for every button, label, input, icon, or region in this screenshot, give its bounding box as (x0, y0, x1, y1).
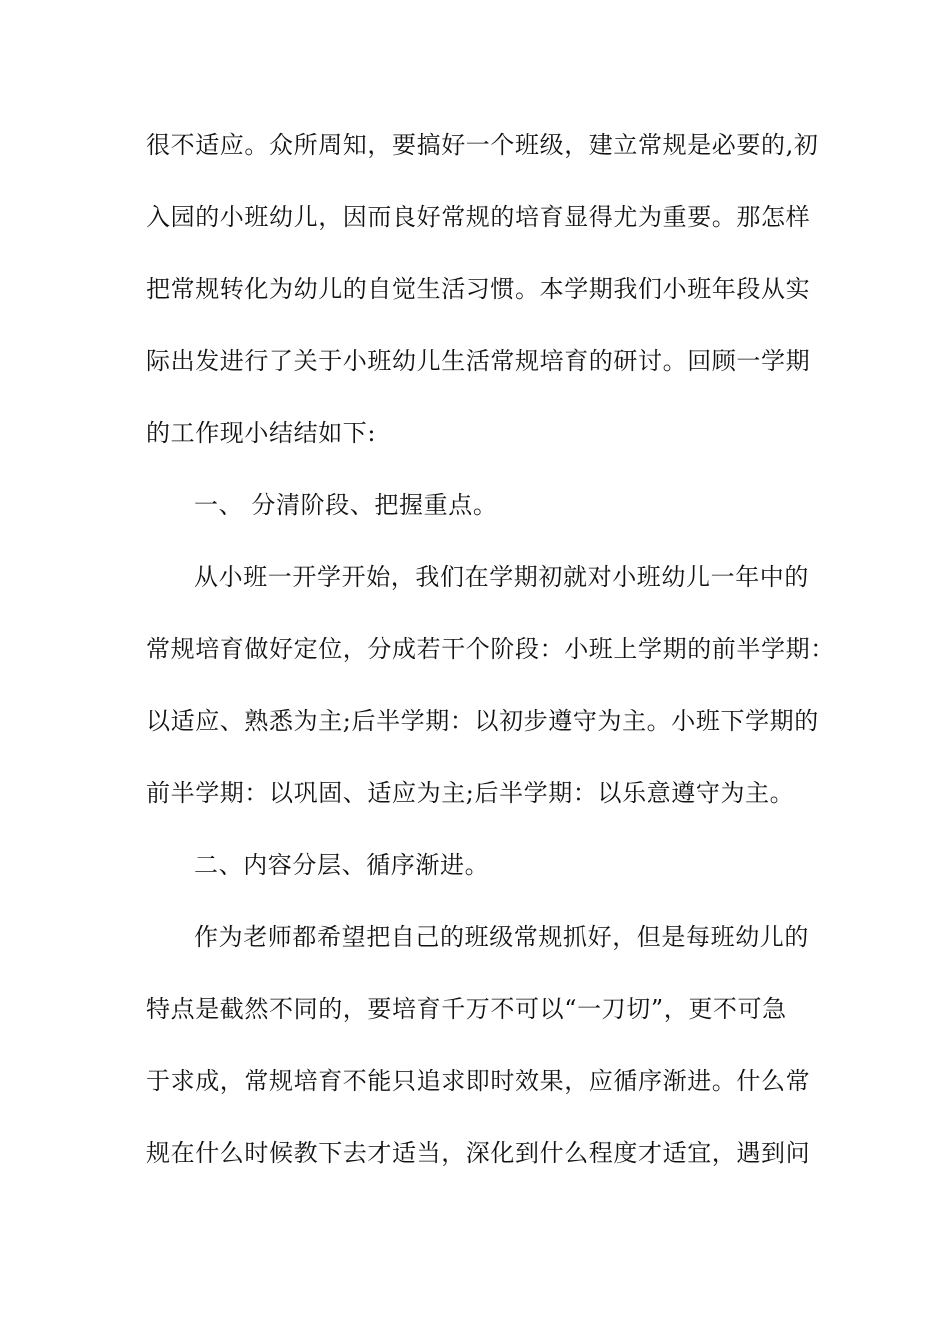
paragraph-line: 前半学期：以巩固、适应为主;后半学期：以乐意遵守为主。 (146, 779, 795, 807)
paragraph-line: 特点是截然不同的，要培育千万不可以“一刀切”，更不可急 (146, 995, 787, 1023)
paragraph-line: 规在什么时候教下去才适当，深化到什么程度才适宜，遇到问 (146, 1139, 811, 1167)
paragraph-line: 常规培育做好定位，分成若干个阶段：小班上学期的前半学期： (146, 635, 835, 663)
paragraph-line: 的工作现小结结如下: (146, 419, 377, 447)
section-heading-2: 二、内容分层、循序渐进。 (194, 851, 490, 879)
paragraph-line: 作为老师都希望把自己的班级常规抓好，但是每班幼儿的 (194, 923, 809, 951)
paragraph-line: 把常规转化为幼儿的自觉生活习惯。本学期我们小班年段从实 (146, 275, 811, 303)
paragraph-line: 入园的小班幼儿，因而良好常规的培育显得尤为重要。那怎样 (146, 203, 811, 231)
paragraph-line: 于求成，常规培育不能只追求即时效果，应循序渐进。什么常 (146, 1067, 811, 1095)
section-heading-1: 一、 分清阶段、把握重点。 (194, 491, 498, 519)
paragraph-line: 际出发进行了关于小班幼儿生活常规培育的研讨。回顾一学期 (146, 347, 811, 375)
paragraph-line: 从小班一开学开始，我们在学期初就对小班幼儿一年中的 (194, 563, 809, 591)
paragraph-line: 很不适应。众所周知，要搞好一个班级，建立常规是必要的,初 (146, 131, 819, 159)
document-body (146, 131, 835, 1212)
paragraph-line: 以适应、熟悉为主;后半学期：以初步遵守为主。小班下学期的 (146, 707, 819, 735)
